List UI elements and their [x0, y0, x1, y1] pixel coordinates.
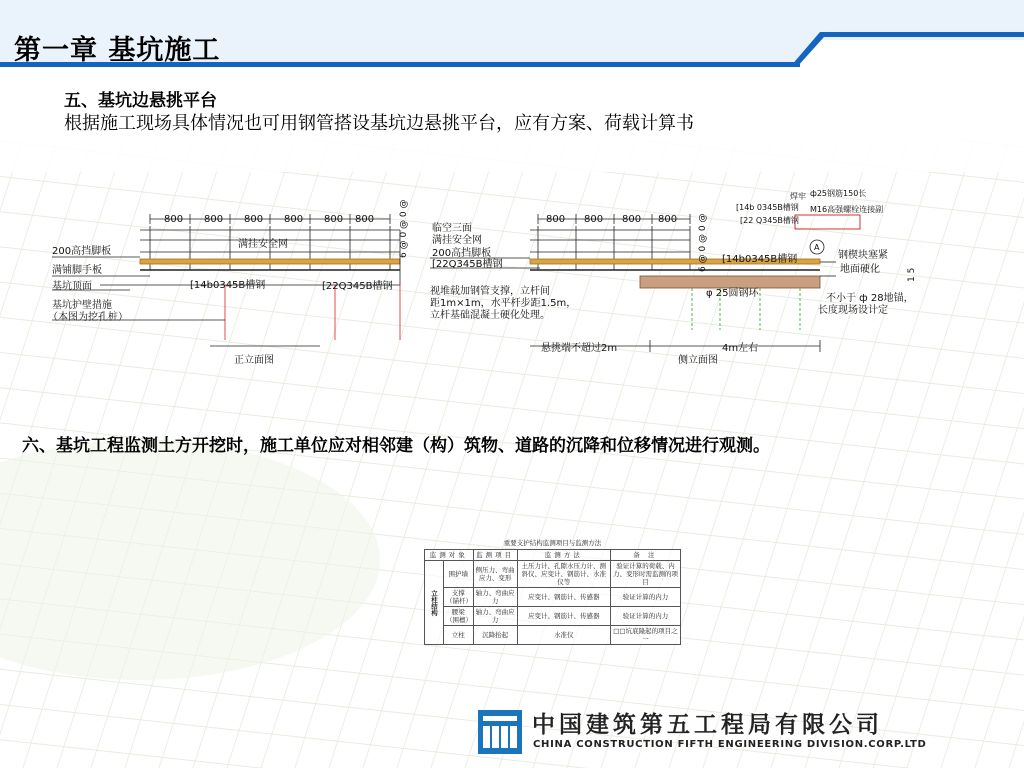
anchor-label: 长度现场设计定	[818, 305, 888, 316]
front-channel-label: [22Q345B槽钢	[322, 281, 393, 292]
side-view-caption: 侧立面图	[678, 355, 718, 366]
front-pit-top-label: 基坑顶面	[52, 281, 92, 292]
front-channel-label: [14b0345B槽钢	[190, 280, 266, 291]
side-view-drawing	[430, 214, 860, 352]
front-dim: 800	[324, 214, 344, 225]
front-height-dims: 6 @ 0 @ 0 @	[399, 199, 409, 258]
ground-label: 地面硬化	[840, 264, 880, 275]
wedge-label: 钢楔块塞紧	[838, 250, 888, 261]
table-header: 监测对象	[425, 550, 474, 561]
company-name-en: CHINA CONSTRUCTION FIFTH ENGINEERING DIVISION.CORP.LTD	[533, 739, 927, 750]
table-header: 监测项目	[473, 550, 517, 561]
table-row	[425, 588, 681, 607]
side-channel-label: [22Q345B槽钢	[432, 259, 503, 270]
table-cell: 支撑（锚杆）	[444, 588, 474, 607]
table-cell: 应变计、钢筋计、传感器	[517, 588, 610, 607]
table-cell: 土压力计、孔隙水压力计、测斜仪、应变计、钢筋计、水准仪等	[517, 561, 610, 588]
bolt-label: M16高强螺栓连接副	[810, 205, 884, 214]
table-cell: 沉降抬起	[473, 626, 517, 645]
table-group-label: 立柱结构	[425, 561, 444, 645]
front-toe-board-label: 200高挡脚板	[52, 246, 112, 257]
front-support-note: （本图为挖孔桩）	[48, 312, 128, 323]
support-note: 视堆载加钢管支撑，立杆间	[430, 286, 550, 297]
ring-label: φ 25圆钢环	[706, 288, 759, 299]
cantilever-dim: 悬挑端不超过2m	[541, 343, 618, 354]
weld-label: 焊牢	[790, 192, 806, 201]
table-header: 监测方法	[517, 550, 610, 561]
table-cell: 验证计算的内力	[610, 588, 680, 607]
table-cell: 腰梁（围檩）	[444, 607, 474, 626]
table-header: 备 注	[610, 550, 680, 561]
front-dim: 800	[164, 214, 184, 225]
side-dim: 800	[546, 214, 566, 225]
section5-heading: 五、基坑边悬挑平台	[64, 91, 217, 111]
rebar-label: ф25钢筋150长	[810, 189, 867, 198]
table-row	[425, 561, 681, 588]
front-view-caption: 正立面图	[234, 355, 274, 366]
table-cell: 验证计算的内力	[610, 607, 680, 626]
table-cell: 围护墙	[444, 561, 474, 588]
cscec-logo-mark-icon	[478, 710, 522, 754]
section5-body: 根据施工现场具体情况也可用钢管搭设基坑边悬挑平台，应有方案、荷载计算书	[64, 113, 694, 134]
table-cell: □□坑底隆起的项目之一	[610, 626, 680, 645]
height-label: 1 5	[907, 267, 917, 282]
side-channel-label: [14b0345B槽钢	[722, 254, 798, 265]
side-height-dims: 6 @ 0 @ 0 @	[698, 213, 708, 272]
front-dim: 800	[204, 214, 224, 225]
front-plank-label: 满铺脚手板	[52, 265, 102, 276]
table-cell: 水准仪	[517, 626, 610, 645]
front-dim: 800	[355, 214, 375, 225]
table-cell: 轴力、弯曲应力	[473, 588, 517, 607]
table-cell: 应变计、钢筋计、传感器	[517, 607, 610, 626]
side-channel-label: [14b 0345B槽钢	[736, 203, 799, 212]
table-cell: 轴力、弯曲应力	[473, 607, 517, 626]
detail-mark: A	[814, 243, 820, 252]
monitoring-table	[424, 538, 681, 645]
table-cell: 立柱	[444, 626, 474, 645]
side-dim: 800	[622, 214, 642, 225]
side-edge-label: 满挂安全网	[432, 235, 482, 246]
cscec-logo-icon	[478, 710, 522, 754]
slide-title: 第一章 基坑施工	[14, 35, 221, 66]
section6-text: 六、基坑工程监测土方开挖时，施工单位应对相邻建（构）筑物、道路的沉降和位移情况进行观测。	[22, 436, 770, 456]
front-dim: 800	[284, 214, 304, 225]
anchor-label: 不小于 ф 28地锚，	[826, 293, 914, 304]
support-note: 距1m×1m，水平杆步距1.5m，	[430, 298, 577, 309]
table-cell: 侧压力、弯曲应力、变形	[473, 561, 517, 588]
side-edge-label: 临空三面	[432, 223, 472, 234]
table-row	[425, 626, 681, 645]
front-net-label: 满挂安全网	[238, 239, 288, 250]
table-cell: 验证计算的荷载、内力、变形时需监测的项目	[610, 561, 680, 588]
side-dim: 800	[584, 214, 604, 225]
front-dim: 800	[244, 214, 264, 225]
company-name-cn: 中国建筑第五工程局有限公司	[532, 712, 883, 738]
side-dim: 800	[658, 214, 678, 225]
table-row	[425, 607, 681, 626]
side-toe-board-label: 200高挡脚板	[432, 248, 492, 259]
side-channel-label: [22 Q345B槽钢	[740, 216, 799, 225]
anchor-length-dim: 4m左右	[722, 343, 759, 354]
support-note: 立杆基础混凝土硬化处理。	[430, 310, 550, 321]
table-caption: 重要支护结构监测项目与监测方法	[503, 539, 602, 547]
front-support-label: 基坑护壁措施	[52, 300, 112, 311]
